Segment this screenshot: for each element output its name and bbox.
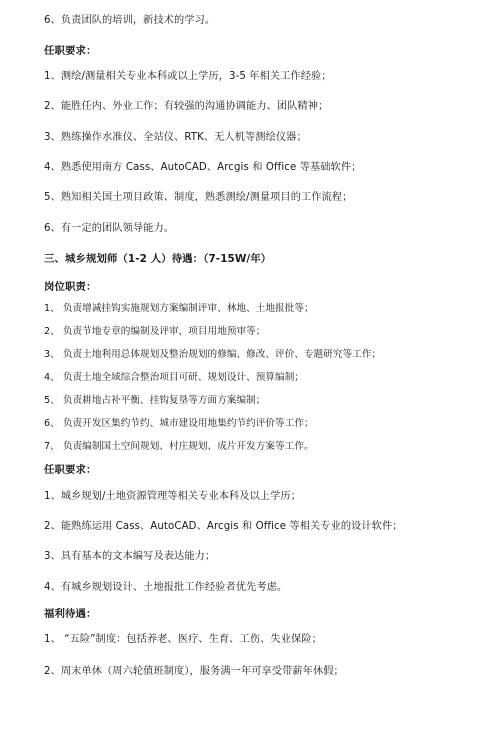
benefits-heading: 福利待遇： — [44, 608, 97, 620]
requirement-item: 1、城乡规划/土地资源管理等相关专业本科及以上学历； — [44, 491, 302, 502]
requirement-item: 5、熟知相关国土项目政策、制度，熟悉测绘/测量项目的工作流程； — [44, 192, 353, 203]
requirements-heading: 任职要求： — [44, 45, 97, 57]
requirement-item: 6、有一定的团队领导能力。 — [44, 223, 175, 234]
duty-item: 1、 负责增减挂钩实施规划方案编制评审、林地、土地报批等； — [44, 303, 314, 314]
benefit-item: 2、周末单休（周六轮值班制度），服务满一年可享受带薪年休假； — [44, 666, 344, 677]
requirement-item: 3、具有基本的文本编写及表达能力； — [44, 551, 216, 562]
duty-item-6: 6、负责团队的培训，新技术的学习。 — [44, 15, 216, 26]
duties-heading: 岗位职责： — [44, 281, 97, 293]
requirements-heading: 任职要求： — [44, 464, 97, 476]
requirement-item: 3、熟练操作水准仪、全站仪、RTK、无人机等测绘仪器； — [44, 132, 307, 143]
requirement-item: 2、能熟练运用 Cass、AutoCAD、Arcgis 和 Office 等相关专业的设计软件； — [44, 521, 403, 532]
requirement-item: 1、测绘/测量相关专业本科或以上学历，3-5 年相关工作经验； — [44, 71, 332, 82]
duty-item: 3、 负责土地利用总体规划及整治规划的修编、修改、评价、专题研究等工作； — [44, 349, 382, 360]
duty-item: 4、 负责土地全域综合整治项目可研、规划设计、预算编制； — [44, 372, 304, 383]
duty-item: 7、 负责编制国土空间规划、村庄规划、成片开发方案等工作。 — [44, 441, 314, 452]
duty-item: 2、 负责节地专章的编制及评审，项目用地预审等； — [44, 326, 266, 337]
requirement-item: 2、能胜任内、外业工作；有较强的沟通协调能力、团队精神； — [44, 101, 329, 112]
requirement-item: 4、有城乡规划设计、土地报批工作经验者优先考虑。 — [44, 582, 288, 593]
benefit-item: 1、 “五险”制度：包括养老、医疗、生育、工伤、失业保险； — [44, 634, 322, 645]
requirement-item: 4、熟悉使用南方 Cass、AutoCAD、Arcgis 和 Office 等基础软件； — [44, 162, 362, 173]
duty-item: 5、 负责耕地占补平衡、挂钩复垦等方面方案编制； — [44, 395, 266, 406]
duty-item: 6、 负责开发区集约节约、城市建设用地集约节约评价等工作； — [44, 418, 314, 429]
section-title: 三、城乡规划师（1-2 人）待遇：（7-15W/年） — [44, 253, 272, 265]
